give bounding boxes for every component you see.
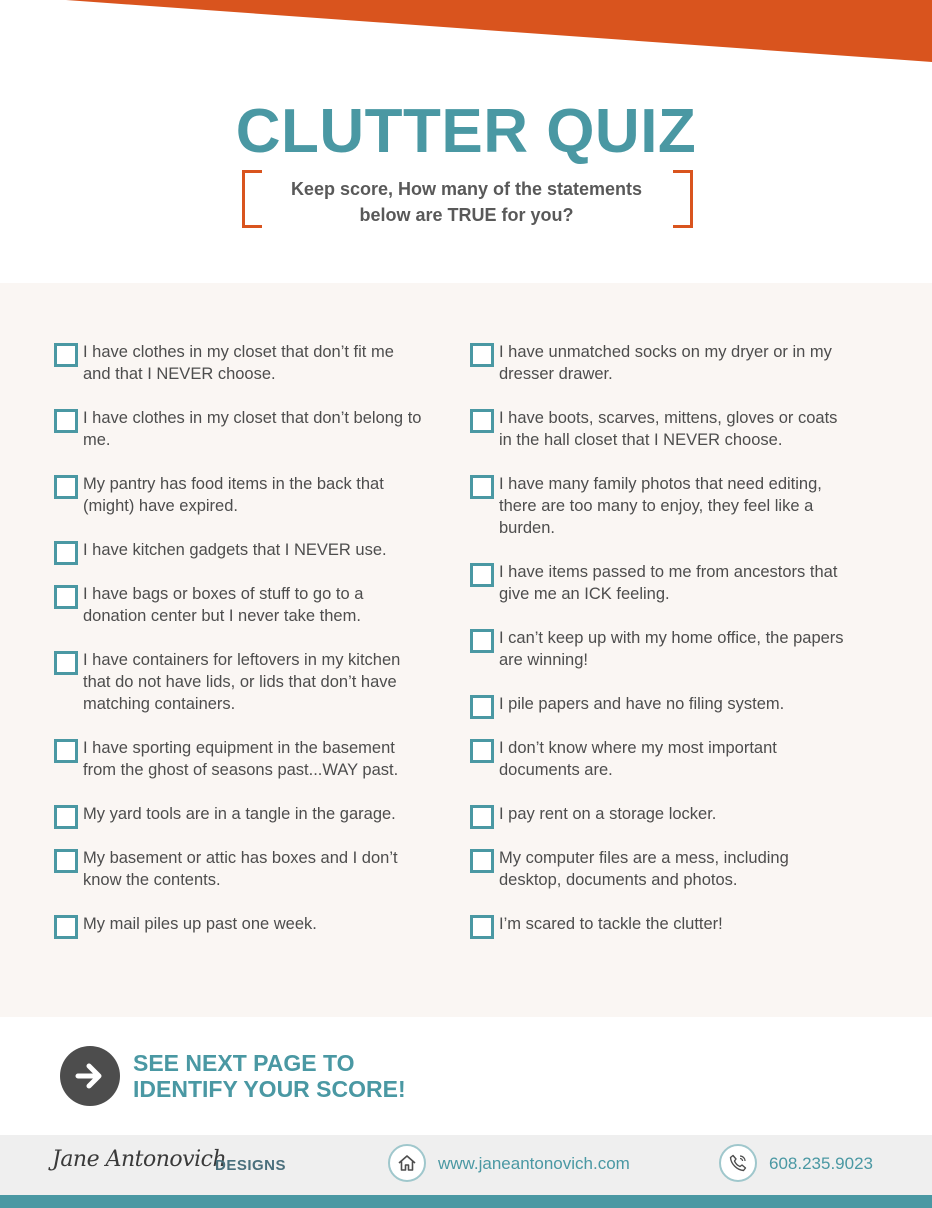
top-accent-banner bbox=[0, 0, 932, 64]
subtitle-line-2: below are TRUE for you? bbox=[359, 205, 574, 225]
line: (might) have expired. bbox=[83, 497, 238, 515]
next-page-callout bbox=[60, 1046, 480, 1106]
checkbox[interactable] bbox=[470, 739, 494, 763]
right-bracket bbox=[673, 170, 693, 228]
checkbox[interactable] bbox=[54, 805, 78, 829]
line: I pay rent on a storage locker. bbox=[499, 805, 717, 823]
quiz-item bbox=[470, 341, 880, 385]
quiz-item bbox=[470, 561, 880, 605]
checkbox[interactable] bbox=[470, 409, 494, 433]
line: me. bbox=[83, 431, 111, 449]
quiz-item-text bbox=[83, 407, 458, 451]
checkbox[interactable] bbox=[470, 915, 494, 939]
quiz-item bbox=[470, 627, 880, 671]
footer bbox=[0, 1135, 932, 1195]
brand-logo bbox=[52, 1143, 302, 1187]
quiz-item-text bbox=[83, 649, 458, 715]
line: donation center but I never take them. bbox=[83, 607, 361, 625]
line: and that I NEVER choose. bbox=[83, 365, 276, 383]
line: are winning! bbox=[499, 651, 588, 669]
line: matching containers. bbox=[83, 695, 236, 713]
line: that do not have lids, or lids that don’t have bbox=[83, 673, 397, 691]
quiz-panel bbox=[0, 283, 932, 1017]
line: burden. bbox=[499, 519, 555, 537]
line: My mail piles up past one week. bbox=[83, 915, 317, 933]
quiz-item-text bbox=[499, 803, 880, 825]
logo-script-name: Jane Antonovich bbox=[52, 1147, 227, 1172]
line: know the contents. bbox=[83, 871, 221, 889]
quiz-item-text bbox=[499, 913, 880, 935]
line: I have sporting equipment in the basement bbox=[83, 739, 395, 757]
quiz-item-text bbox=[83, 341, 458, 385]
quiz-item-text bbox=[83, 737, 458, 781]
quiz-item bbox=[54, 583, 458, 627]
checkbox[interactable] bbox=[54, 585, 78, 609]
checkbox[interactable] bbox=[470, 629, 494, 653]
quiz-item bbox=[54, 407, 458, 451]
quiz-item-text bbox=[499, 847, 880, 891]
quiz-item bbox=[54, 539, 458, 561]
line: I have bags or boxes of stuff to go to a bbox=[83, 585, 364, 603]
line: from the ghost of seasons past...WAY past. bbox=[83, 761, 399, 779]
checkbox[interactable] bbox=[54, 849, 78, 873]
quiz-item bbox=[54, 913, 458, 935]
line: I don’t know where my most important bbox=[499, 739, 777, 757]
phone-number[interactable]: 608.235.9023 bbox=[769, 1154, 873, 1173]
line: I can’t keep up with my home office, the papers bbox=[499, 629, 844, 647]
quiz-item-text bbox=[499, 473, 880, 539]
checkbox[interactable] bbox=[470, 343, 494, 367]
line: I have clothes in my closet that don’t fit me bbox=[83, 343, 394, 361]
line: I have items passed to me from ancestors that bbox=[499, 563, 838, 581]
checkbox[interactable] bbox=[470, 695, 494, 719]
checkbox[interactable] bbox=[470, 849, 494, 873]
footer-accent-strip bbox=[0, 1195, 932, 1208]
home-icon bbox=[388, 1144, 426, 1182]
phone-contact[interactable] bbox=[719, 1144, 899, 1186]
quiz-item bbox=[54, 803, 458, 825]
arrow-right-icon[interactable] bbox=[60, 1046, 120, 1106]
subtitle-line-1: Keep score, How many of the statements bbox=[290, 179, 643, 199]
line: dresser drawer. bbox=[499, 365, 613, 383]
checkbox[interactable] bbox=[470, 805, 494, 829]
quiz-item bbox=[54, 473, 458, 517]
line: in the hall closet that I NEVER choose. bbox=[499, 431, 783, 449]
line: I have clothes in my closet that don’t belong to bbox=[83, 409, 422, 427]
checkbox[interactable] bbox=[54, 651, 78, 675]
quiz-item bbox=[470, 407, 880, 451]
website-link[interactable]: www.janeantonovich.com bbox=[438, 1154, 630, 1173]
quiz-item bbox=[470, 693, 880, 715]
quiz-item-text bbox=[83, 913, 458, 935]
line: I pile papers and have no filing system. bbox=[499, 695, 785, 713]
checkbox[interactable] bbox=[470, 563, 494, 587]
quiz-item bbox=[470, 473, 880, 539]
quiz-item bbox=[470, 803, 880, 825]
line: My pantry has food items in the back that bbox=[83, 475, 384, 493]
website-contact[interactable] bbox=[388, 1144, 678, 1186]
line: My yard tools are in a tangle in the garage. bbox=[83, 805, 396, 823]
line: I have many family photos that need editing, bbox=[499, 475, 822, 493]
cta-line-1: SEE NEXT PAGE TO bbox=[133, 1050, 355, 1076]
line: desktop, documents and photos. bbox=[499, 871, 738, 889]
line: I have kitchen gadgets that I NEVER use. bbox=[83, 541, 387, 559]
left-bracket bbox=[242, 170, 262, 228]
line: My computer files are a mess, including bbox=[499, 849, 789, 867]
line: My basement or attic has boxes and I don’t bbox=[83, 849, 398, 867]
next-page-text bbox=[133, 1050, 473, 1102]
quiz-item-text bbox=[499, 407, 880, 451]
line: I have boots, scarves, mittens, gloves or coats bbox=[499, 409, 838, 427]
checkbox[interactable] bbox=[54, 915, 78, 939]
line: there are too many to enjoy, they feel like a bbox=[499, 497, 814, 515]
quiz-item-text bbox=[83, 539, 458, 561]
checkbox[interactable] bbox=[470, 475, 494, 499]
quiz-item-text bbox=[83, 803, 458, 825]
subtitle-box bbox=[240, 170, 693, 228]
quiz-item-text bbox=[499, 627, 880, 671]
quiz-item-text bbox=[83, 473, 458, 517]
quiz-item-text bbox=[499, 561, 880, 605]
page-title: CLUTTER QUIZ bbox=[235, 97, 697, 166]
line: I have containers for leftovers in my kitchen bbox=[83, 651, 401, 669]
quiz-item-text bbox=[499, 341, 880, 385]
quiz-item-text bbox=[83, 583, 458, 627]
quiz-item bbox=[54, 847, 458, 891]
quiz-item-text bbox=[499, 737, 880, 781]
quiz-item bbox=[470, 737, 880, 781]
line: documents are. bbox=[499, 761, 613, 779]
checkbox[interactable] bbox=[54, 475, 78, 499]
quiz-item bbox=[54, 649, 458, 715]
quiz-item bbox=[470, 913, 880, 935]
logo-designs-label: DESIGNS bbox=[215, 1157, 287, 1174]
quiz-item bbox=[54, 737, 458, 781]
checkbox[interactable] bbox=[54, 739, 78, 763]
cta-line-2: IDENTIFY YOUR SCORE! bbox=[133, 1076, 406, 1102]
quiz-item bbox=[54, 341, 458, 385]
line: I’m scared to tackle the clutter! bbox=[499, 915, 723, 933]
quiz-item bbox=[470, 847, 880, 891]
quiz-item-text bbox=[83, 847, 458, 891]
line: give me an ICK feeling. bbox=[499, 585, 670, 603]
subtitle bbox=[264, 176, 669, 228]
line: I have unmatched socks on my dryer or in my bbox=[499, 343, 832, 361]
quiz-item-text bbox=[499, 693, 880, 715]
checkbox[interactable] bbox=[54, 409, 78, 433]
checkbox[interactable] bbox=[54, 541, 78, 565]
checkbox[interactable] bbox=[54, 343, 78, 367]
phone-icon bbox=[719, 1144, 757, 1182]
